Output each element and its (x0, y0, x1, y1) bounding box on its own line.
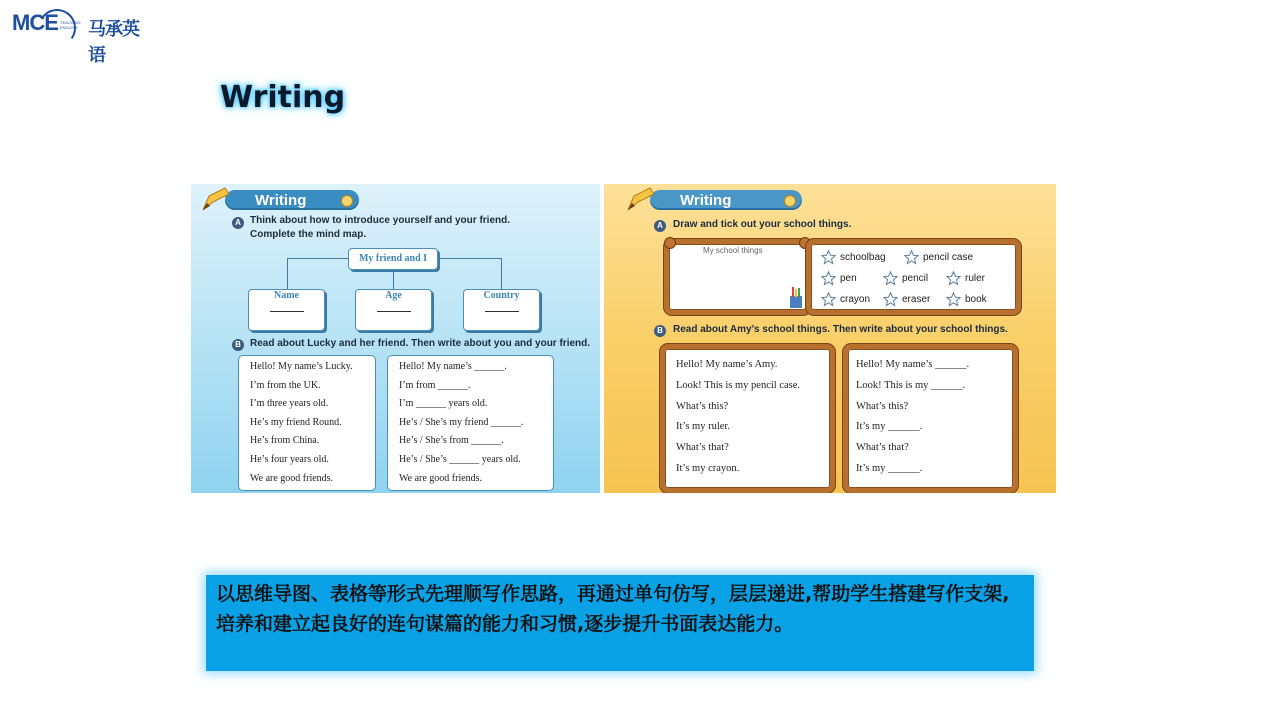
answer-blank[interactable] (270, 311, 304, 312)
part-b-label: B (654, 325, 666, 337)
text-line: Hello! My name’s ______. (399, 361, 507, 372)
star-icon (883, 292, 898, 307)
brand-logo (12, 6, 152, 66)
fill-in-text-box[interactable] (843, 344, 1018, 493)
mindmap-line (501, 258, 502, 290)
text-line: He’s from China. (250, 435, 320, 447)
text-line: What’s this? (676, 400, 729, 412)
mindmap-root: My friend and I (348, 248, 438, 270)
text-line: What’s this? (856, 400, 909, 412)
star-icon (883, 271, 898, 286)
banner-dot (341, 195, 353, 207)
text-line: Hello! My name’s Amy. (676, 359, 778, 370)
school-things-box (806, 239, 1021, 315)
draw-box[interactable] (664, 239, 811, 315)
rope-knot (664, 237, 676, 249)
text-line: It’s my ______. (856, 462, 923, 474)
example-text-box (238, 355, 376, 491)
part-b-instructions: Read about Lucky and her friend. Then write about you and your friend. (250, 338, 591, 349)
answer-blank[interactable] (485, 311, 519, 312)
text-line: Look! This is my ______. (856, 379, 966, 391)
star-icon (904, 250, 919, 265)
text-line: Hello! My name’s ______. (856, 359, 970, 370)
thing-schoolbag[interactable]: schoolbag (821, 250, 886, 265)
logo-mark: MCE (12, 10, 58, 35)
mindmap-node-name: Name (248, 289, 325, 331)
pencil-cup-icon (788, 286, 804, 308)
thing-book[interactable]: book (946, 292, 987, 307)
star-icon (821, 250, 836, 265)
writing-banner: Writing (650, 190, 802, 210)
part-a-instructions: Draw and tick out your school things. (673, 219, 852, 230)
mindmap-node-country: Country (463, 289, 540, 331)
text-line: We are good friends. (399, 472, 483, 484)
text-line: It’s my ______. (856, 421, 923, 433)
thing-ruler[interactable]: ruler (946, 271, 985, 286)
text-line: He’s my friend Round. (250, 416, 342, 428)
thing-crayon[interactable]: crayon (821, 292, 870, 307)
pencil-icon (624, 186, 658, 214)
star-icon (821, 292, 836, 307)
pencil-icon (199, 186, 233, 214)
part-a-label: A (232, 217, 244, 229)
text-line: I’m ______ years old. (399, 398, 488, 410)
text-line: Look! This is my pencil case. (676, 379, 801, 391)
logo-subtext: TEACHING ENGLISH (60, 20, 81, 30)
text-line: He’s / She’s ______ years old. (399, 453, 521, 465)
text-line: I’m three years old. (250, 398, 329, 410)
text-line: We are good friends. (250, 472, 334, 484)
star-icon (946, 271, 961, 286)
part-a-label: A (654, 220, 666, 232)
writing-banner: Writing (225, 190, 359, 210)
mindmap-node-age: Age (355, 289, 432, 331)
part-a-instructions: Think about how to introduce yourself and your friend. Complete the mind map. (250, 215, 511, 240)
mindmap-line (287, 258, 288, 290)
thing-pen[interactable]: pen (821, 271, 857, 286)
text-line: What’s that? (676, 442, 729, 454)
example-text-box (660, 344, 835, 493)
text-line: I’m from the UK. (250, 379, 321, 391)
text-line: Hello! My name’s Lucky. (250, 361, 353, 372)
text-line: It’s my crayon. (676, 462, 740, 474)
part-b-label: B (232, 339, 244, 351)
thing-eraser[interactable]: eraser (883, 292, 930, 307)
text-line: I’m from ______. (399, 379, 471, 391)
draw-box-label: My school things (703, 246, 763, 255)
page-title: Writing (220, 80, 346, 115)
star-icon (821, 271, 836, 286)
fill-in-text-box[interactable] (387, 355, 554, 491)
part-b-instructions: Read about Amy’s school things. Then write about your school things. (673, 324, 1008, 335)
caption-box: 以思维导图、表格等形式先理顺写作思路，再通过单句仿写，层层递进,帮助学生搭建写作支架,培养和建立起良好的连句谋篇的能力和习惯,逐步提升书面表达能力。 (206, 575, 1034, 671)
star-icon (946, 292, 961, 307)
text-line: It’s my ruler. (676, 421, 730, 433)
thing-pencil[interactable]: pencil (883, 271, 928, 286)
text-line: He’s four years old. (250, 453, 329, 465)
text-line: He’s / She’s from ______. (399, 435, 504, 447)
textbook-page-left (191, 184, 600, 493)
text-line: What’s that? (856, 442, 909, 454)
text-line: He’s / She’s my friend ______. (399, 416, 524, 428)
banner-dot (784, 195, 796, 207)
logo-chinese-name: 马承英语 (88, 19, 139, 66)
answer-blank[interactable] (377, 311, 411, 312)
thing-pencil-case[interactable]: pencil case (904, 250, 973, 265)
textbook-page-right (604, 184, 1056, 493)
